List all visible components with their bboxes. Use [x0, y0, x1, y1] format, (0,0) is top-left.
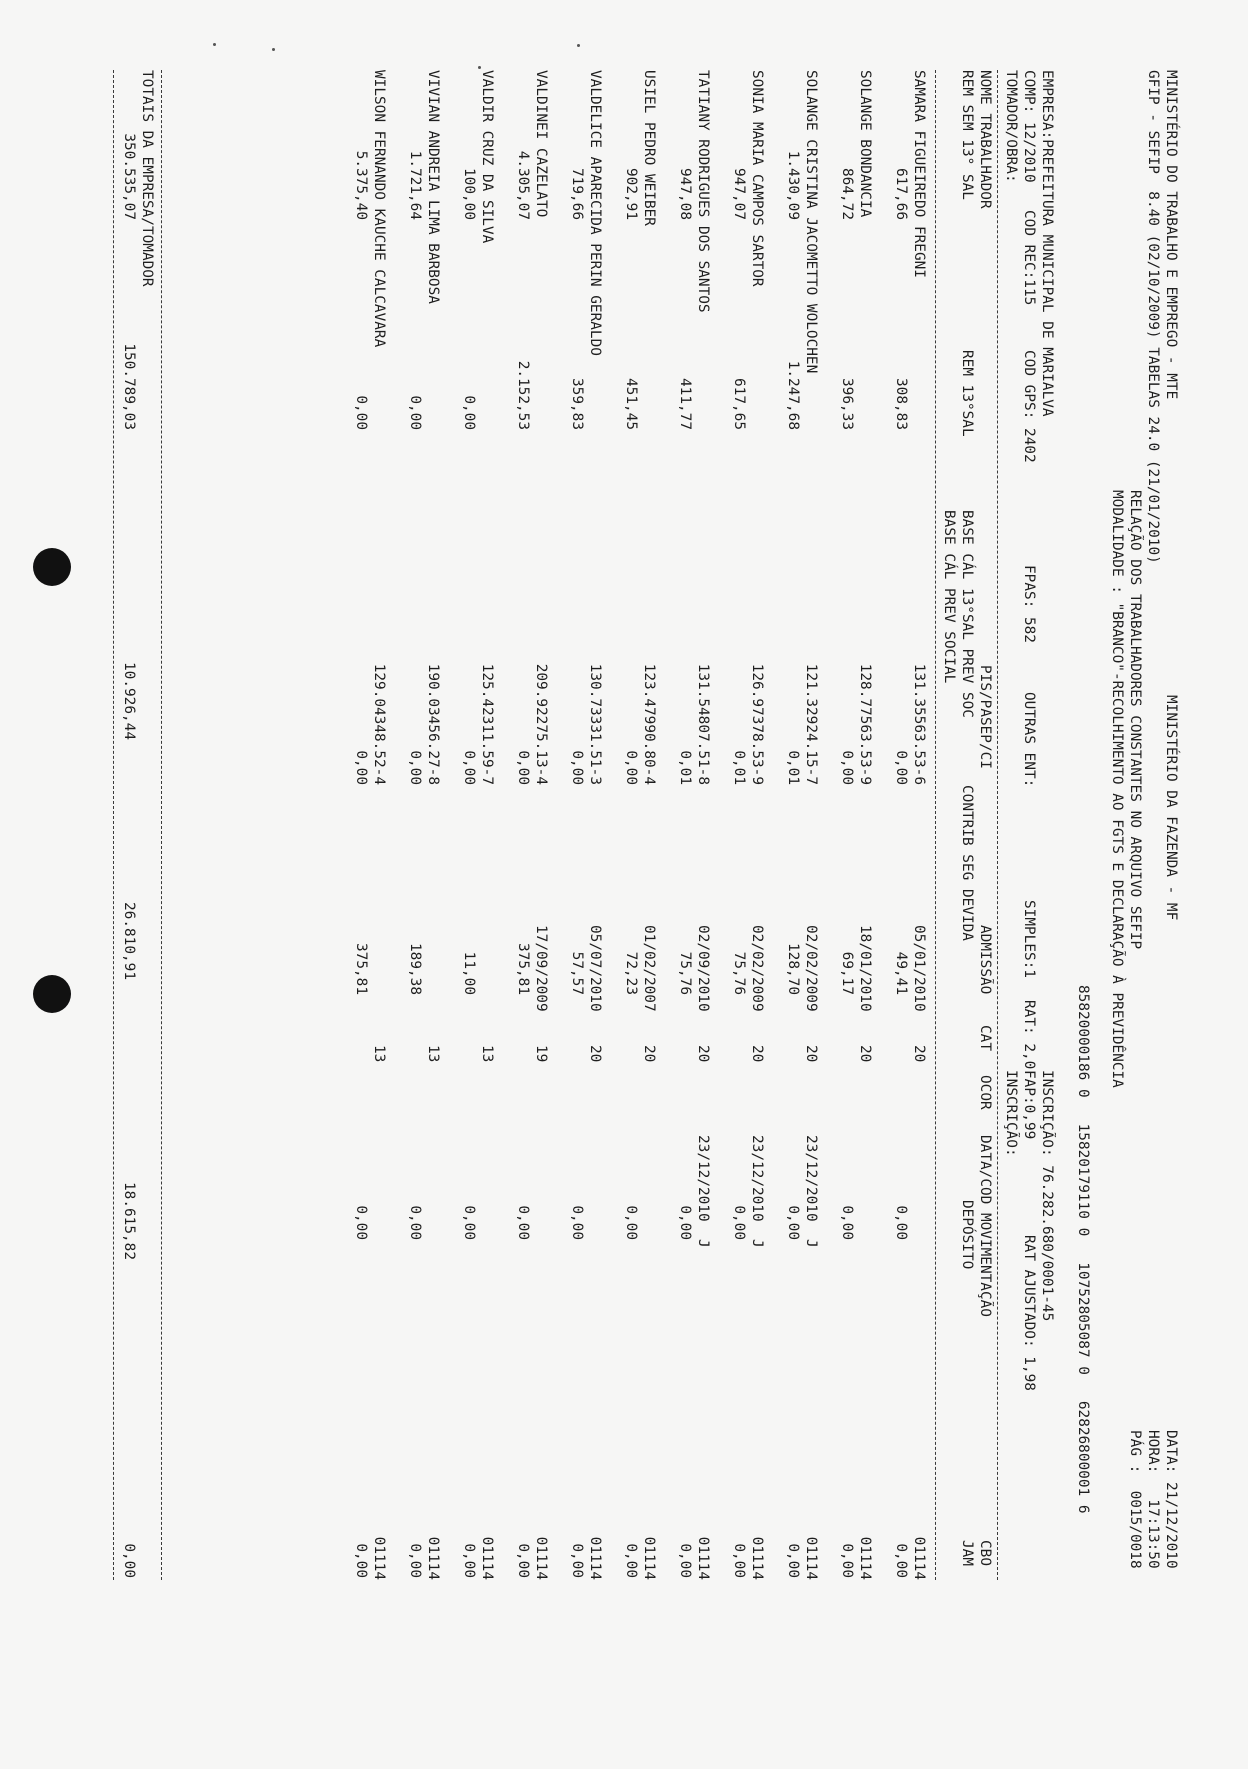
empresa: EMPRESA:PREFEITURA MUNICIPAL DE MARIALVA [1039, 70, 1055, 417]
table-row [839, 70, 874, 1580]
column-header-line-2 [958, 70, 976, 1566]
col-base-prev: BASE CÁL PREV SOCIAL [941, 510, 957, 684]
worker-contrib: 189,38 [407, 943, 423, 995]
divider [113, 70, 114, 1580]
col-ocor: OCOR [977, 1075, 993, 1110]
barcode-number: 85820000186 0 15820179110 0 10752805087 0 62826800001 6 [1075, 985, 1091, 1514]
comp: COMP: 12/2010 [1021, 70, 1037, 183]
rotated-report [100, 70, 1180, 1630]
table-row [893, 70, 928, 1580]
inscricao-tomador: INSCRIÇÃO: [1003, 1070, 1019, 1157]
worker-jam: 0,00 [785, 1543, 801, 1578]
header-line-3 [1126, 70, 1144, 1569]
worker-cbo: 01114 [371, 1536, 387, 1580]
worker-cat: 20 [803, 1045, 819, 1063]
worker-name: VIVIAN ANDREIA LIMA BARBOSA [425, 70, 441, 304]
col-rem-13: REM 13°SAL [959, 350, 975, 437]
worker-jam: 0,00 [515, 1543, 531, 1578]
table-row [461, 70, 496, 1580]
worker-rem-13: 451,45 [623, 378, 639, 430]
header-line-2 [1144, 70, 1162, 1569]
worker-contrib: 11,00 [461, 951, 477, 995]
worker-name: VALDIR CRUZ DA SILVA [479, 70, 495, 244]
worker-cat: 20 [857, 1045, 873, 1063]
worker-deposito: 0,00 [677, 1205, 693, 1240]
worker-cbo: 01114 [803, 1536, 819, 1580]
worker-rem-sem: 864,72 [839, 168, 855, 220]
report-title: RELAÇÃO DOS TRABALHADORES CONSTANTES NO ARQUIVO SEFIP [1127, 490, 1143, 950]
worker-base-13: 0,00 [461, 750, 477, 785]
col-data-cod: DATA/COD MOVIMENTAÇÃO [977, 1135, 993, 1317]
worker-cat: 13 [371, 1045, 387, 1063]
ministry-finance: MINISTÉRIO DA FAZENDA - MF [1163, 695, 1179, 921]
worker-rem-sem: 5.375,40 [353, 150, 369, 220]
worker-cbo: 01114 [587, 1536, 603, 1580]
scan-speck [478, 66, 481, 69]
worker-base-13: 0,00 [569, 750, 585, 785]
worker-contrib: 75,76 [677, 951, 693, 995]
page-number: PÁG : 0015/0018 [1127, 1430, 1143, 1569]
worker-rem-13: 0,00 [353, 395, 369, 430]
totals-deposito: 18.615,82 [121, 1182, 137, 1260]
report-time: HORA: 17:13:50 [1145, 1430, 1161, 1569]
col-pis: PIS/PASEP/CI [977, 665, 993, 769]
column-header-line-3 [940, 70, 958, 684]
table-row [677, 70, 712, 1580]
worker-base-13: 0,00 [839, 750, 855, 785]
worker-cat: 20 [695, 1045, 711, 1063]
punch-hole [33, 975, 71, 1013]
worker-admissao: 05/07/2010 [587, 925, 603, 1012]
modalidade: MODALIDADE : "BRANCO"-RECOLHIMENTO AO FGTS E DECLARAÇÃO À PREVIDÊNCIA [1109, 490, 1125, 1088]
totals-jam: 0,00 [121, 1543, 137, 1578]
worker-cat: 20 [587, 1045, 603, 1063]
column-header-line-1 [976, 70, 994, 1566]
scan-speck [272, 48, 275, 51]
tomador: TOMADOR/OBRA: [1003, 70, 1019, 183]
col-deposito: DEPÓSITO [959, 1200, 975, 1270]
totals-base-13: 10.926,44 [121, 662, 137, 740]
col-contrib: CONTRIB SEG DEVIDA [959, 785, 975, 941]
worker-rem-13: 1.247,68 [785, 360, 801, 430]
table-row [407, 70, 442, 1580]
worker-contrib: 128,70 [785, 943, 801, 995]
worker-deposito: 0,00 [407, 1205, 423, 1240]
simples: SIMPLES:1 [1021, 900, 1037, 978]
worker-contrib: 49,41 [893, 951, 909, 995]
worker-contrib: 375,81 [515, 943, 531, 995]
worker-deposito: 0,00 [461, 1205, 477, 1240]
worker-rem-13: 411,77 [677, 378, 693, 430]
worker-movimentacao: 23/12/2010 J [695, 1135, 711, 1248]
worker-pis: 128.77563.53-9 [857, 663, 873, 785]
worker-admissao: 05/01/2010 [911, 925, 927, 1012]
worker-deposito: 0,00 [731, 1205, 747, 1240]
worker-admissao: 02/02/2009 [749, 925, 765, 1012]
worker-jam: 0,00 [893, 1543, 909, 1578]
punch-hole [33, 548, 71, 586]
worker-name: SONIA MARIA CAMPOS SARTOR [749, 70, 765, 287]
worker-deposito: 0,00 [569, 1205, 585, 1240]
inscricao: INSCRIÇÃO: 76.282.680/0001-45 [1039, 1070, 1055, 1322]
totals-rem-13: 150.789,03 [121, 343, 137, 430]
worker-name: VALDELICE APARECIDA PERIN GERALDO [587, 70, 603, 356]
worker-contrib: 69,17 [839, 951, 855, 995]
worker-admissao: 17/09/2009 [533, 925, 549, 1012]
worker-rem-sem: 617,66 [893, 168, 909, 220]
worker-cbo: 01114 [479, 1536, 495, 1580]
company-line-3 [1002, 70, 1020, 1157]
worker-rem-13: 617,65 [731, 378, 747, 430]
totals-rem-sem: 350.535,07 [121, 133, 137, 220]
worker-rem-sem: 1.430,09 [785, 150, 801, 220]
worker-rem-sem: 719,66 [569, 168, 585, 220]
scan-speck [577, 44, 580, 47]
worker-contrib: 72,23 [623, 951, 639, 995]
worker-admissao: 02/02/2009 [803, 925, 819, 1012]
worker-deposito: 0,00 [785, 1205, 801, 1240]
header-line-5 [1074, 70, 1092, 1514]
worker-admissao: 01/02/2007 [641, 925, 657, 1012]
worker-cbo: 01114 [857, 1536, 873, 1580]
gfip-version: GFIP - SEFIP 8.40 (02/10/2009) TABELAS 24.0 (21/01/2010) [1145, 70, 1161, 564]
worker-base-13: 0,01 [785, 750, 801, 785]
worker-cbo: 01114 [533, 1536, 549, 1580]
col-admissao: ADMISSÃO [977, 925, 993, 995]
worker-rem-13: 0,00 [461, 395, 477, 430]
worker-pis: 125.42311.59-7 [479, 663, 495, 785]
worker-base-13: 0,00 [623, 750, 639, 785]
table-row [731, 70, 766, 1580]
fap: FAP:0,99 [1021, 1070, 1037, 1140]
divider [161, 70, 162, 1580]
table-row [353, 70, 388, 1580]
totals-contrib: 26.810,91 [121, 902, 137, 980]
rat: RAT: 2,0 [1021, 1000, 1037, 1070]
worker-rem-sem: 1.721,64 [407, 150, 423, 220]
worker-name: TATIANY RODRIGUES DOS SANTOS [695, 70, 711, 313]
worker-pis: 131.54807.51-8 [695, 663, 711, 785]
totals-line-2 [120, 70, 138, 1578]
worker-rem-sem: 947,07 [731, 168, 747, 220]
worker-pis: 190.03456.27-8 [425, 663, 441, 785]
worker-cat: 20 [911, 1045, 927, 1063]
worker-cbo: 01114 [425, 1536, 441, 1580]
worker-base-13: 0,01 [677, 750, 693, 785]
scan-speck [213, 43, 216, 46]
worker-deposito: 0,00 [839, 1205, 855, 1240]
worker-name: WILSON FERNANDO KAUCHE CALCAVARA [371, 70, 387, 348]
worker-base-13: 0,00 [353, 750, 369, 785]
col-nome: NOME TRABALHADOR [977, 70, 993, 209]
worker-base-13: 0,01 [731, 750, 747, 785]
cod-gps: COD GPS: 2402 [1021, 350, 1037, 463]
company-line-2 [1020, 70, 1038, 1391]
col-cat: CAT [977, 1025, 993, 1051]
worker-pis: 129.04348.52-4 [371, 663, 387, 785]
ministry-labor: MINISTÉRIO DO TRABALHO E EMPREGO - MTE [1163, 70, 1179, 400]
outras-ent: OUTRAS ENT: [1021, 692, 1037, 788]
worker-base-13: 0,00 [515, 750, 531, 785]
col-jam: JAM [959, 1540, 975, 1566]
worker-cat: 13 [479, 1045, 495, 1063]
table-row [785, 70, 820, 1580]
worker-base-13: 0,00 [407, 750, 423, 785]
worker-jam: 0,00 [353, 1543, 369, 1578]
rat-ajustado: RAT AJUSTADO: 1,98 [1021, 1235, 1037, 1391]
worker-rem-13: 308,83 [893, 378, 909, 430]
worker-rem-13: 0,00 [407, 395, 423, 430]
worker-jam: 0,00 [731, 1543, 747, 1578]
worker-rem-13: 2.152,53 [515, 360, 531, 430]
worker-cbo: 01114 [695, 1536, 711, 1580]
worker-jam: 0,00 [407, 1543, 423, 1578]
worker-cat: 19 [533, 1045, 549, 1063]
worker-jam: 0,00 [461, 1543, 477, 1578]
worker-name: SAMARA FIGUEIREDO FREGNI [911, 70, 927, 278]
worker-movimentacao: 23/12/2010 J [749, 1135, 765, 1248]
cod-rec: COD REC:115 [1021, 210, 1037, 306]
worker-pis: 121.32924.15-7 [803, 663, 819, 785]
worker-contrib: 57,57 [569, 951, 585, 995]
worker-name: VALDINEI CAZELATO [533, 70, 549, 218]
report-date: DATA: 21/12/2010 [1163, 1430, 1179, 1569]
worker-rem-sem: 902,91 [623, 168, 639, 220]
worker-cbo: 01114 [749, 1536, 765, 1580]
worker-rem-sem: 100,00 [461, 168, 477, 220]
worker-contrib: 375,81 [353, 943, 369, 995]
worker-name: SOLANGE CRISTINA JACOMETTO WOLOCHEN [803, 70, 819, 374]
worker-pis: 123.47990.80-4 [641, 663, 657, 785]
header-line-1 [1162, 70, 1180, 1569]
totals-label: TOTAIS DA EMPRESA/TOMADOR [139, 70, 155, 287]
totals-line-1 [138, 70, 156, 287]
worker-rem-13: 396,33 [839, 378, 855, 430]
worker-jam: 0,00 [677, 1543, 693, 1578]
worker-admissao: 02/09/2010 [695, 925, 711, 1012]
divider [935, 70, 936, 1580]
col-cbo: CBO [977, 1540, 993, 1566]
col-rem-sem: REM SEM 13° SAL [959, 70, 975, 200]
worker-movimentacao: 23/12/2010 J [803, 1135, 819, 1248]
table-row [569, 70, 604, 1580]
worker-rem-13: 359,83 [569, 378, 585, 430]
worker-cat: 13 [425, 1045, 441, 1063]
worker-pis: 126.97378.53-9 [749, 663, 765, 785]
worker-cbo: 01114 [911, 1536, 927, 1580]
worker-rem-sem: 4.305,07 [515, 150, 531, 220]
worker-admissao: 18/01/2010 [857, 925, 873, 1012]
worker-jam: 0,00 [569, 1543, 585, 1578]
worker-deposito: 0,00 [623, 1205, 639, 1240]
worker-cbo: 01114 [641, 1536, 657, 1580]
header-line-4 [1108, 70, 1126, 1088]
worker-pis: 131.35563.53-6 [911, 663, 927, 785]
worker-rem-sem: 947,08 [677, 168, 693, 220]
worker-contrib: 75,76 [731, 951, 747, 995]
worker-pis: 130.73331.51-3 [587, 663, 603, 785]
worker-base-13: 0,00 [893, 750, 909, 785]
worker-cat: 20 [641, 1045, 657, 1063]
worker-name: USIEL PEDRO WEIBER [641, 70, 657, 226]
worker-jam: 0,00 [839, 1543, 855, 1578]
divider [997, 70, 998, 1580]
worker-pis: 209.92275.13-4 [533, 663, 549, 785]
worker-deposito: 0,00 [893, 1205, 909, 1240]
fpas: FPAS: 582 [1021, 565, 1037, 643]
worker-name: SOLANGE BONDANCIA [857, 70, 873, 218]
worker-cat: 20 [749, 1045, 765, 1063]
worker-deposito: 0,00 [353, 1205, 369, 1240]
company-line-1 [1038, 70, 1056, 1322]
col-base-13: BASE CÁL 13°SAL PREV SOC [959, 510, 975, 718]
table-row [515, 70, 550, 1580]
table-row [623, 70, 658, 1580]
worker-jam: 0,00 [623, 1543, 639, 1578]
worker-deposito: 0,00 [515, 1205, 531, 1240]
